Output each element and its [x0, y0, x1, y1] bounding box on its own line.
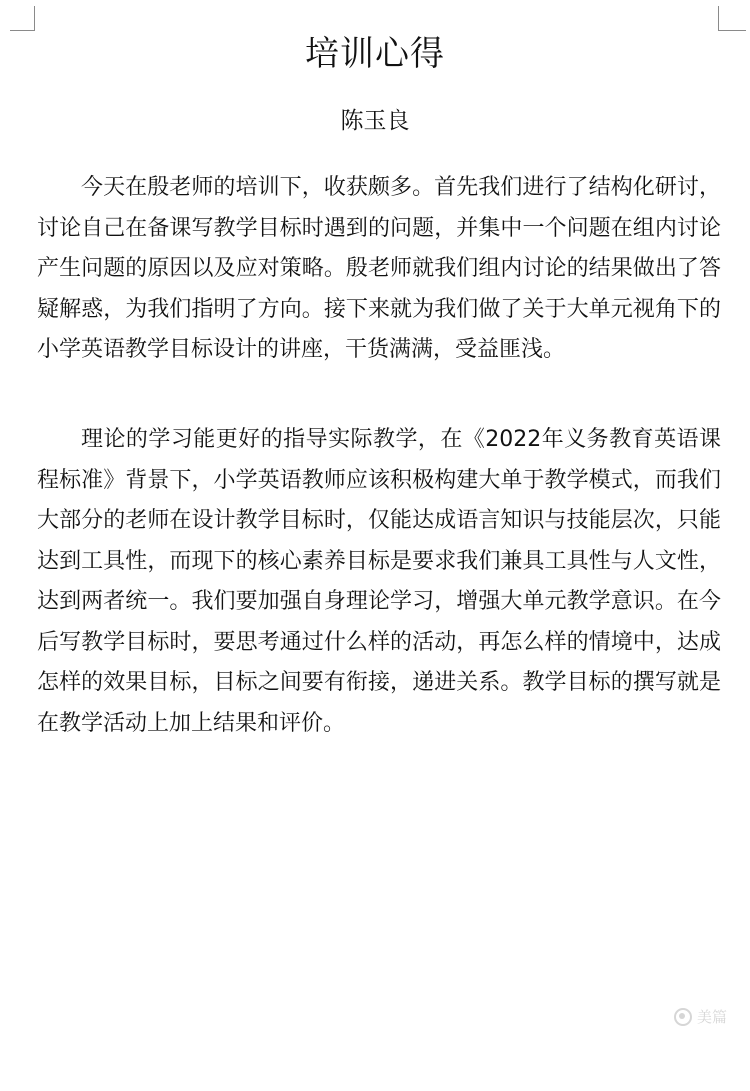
watermark — [674, 1006, 727, 1027]
corner-mark-top-left — [34, 6, 35, 30]
corner-mark-top-right — [718, 6, 719, 30]
meipian-logo-icon — [674, 1008, 692, 1026]
body-paragraph-1: 今天在殷老师的培训下，收获颇多。首先我们进行了结构化研讨，讨论自己在备课写教学目标时遇到的问题，并集中一个问题在组内讨论产生问题的原因以及应对策略。殷老师就我们组内讨论的结果做出了答疑解惑，为我们指明了方向。接下来就为我们做了关于大单元视角下的小学英语教学目标设计的讲座，干货满满，受益匪浅。 — [37, 175, 721, 362]
body-paragraph-2: 理论的学习能更好的指导实际教学，在《2022年义务教育英语课程标准》背景下，小学英语教师应该积极构建大单于教学模式，而我们大部分的老师在设计教学目标时，仅能达成语言知识与技能层次，只能达到工具性，而现下的核心素养目标是要求我们兼具工具性与人文性，达到两者统一。我们要加强自身理论学习，增强大单元教学意识。在今后写教学目标时，要思考通过什么样的活动，再怎么样的情境中，达成怎样的效果目标，目标之间要有衔接，递进关系。教学目标的撰写就是在教学活动上加上结果和评价。 — [37, 427, 721, 736]
document-title: 培训心得 — [305, 34, 445, 74]
watermark-text: 美篇 — [697, 1008, 728, 1026]
document-author: 陈玉良 — [340, 108, 410, 134]
